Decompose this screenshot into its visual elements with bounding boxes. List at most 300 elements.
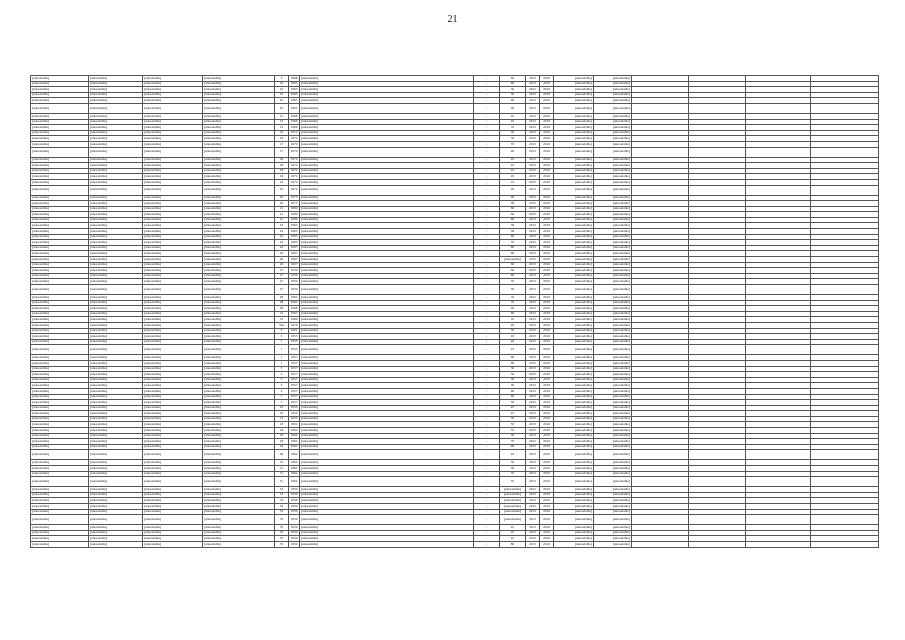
- table-cell: [unreadable]: [300, 185, 474, 195]
- table-cell: [unreadable]: [594, 422, 632, 428]
- table-cell: [unreadable]: [300, 471, 474, 477]
- table-cell: [unreadable]: [300, 444, 474, 450]
- table-cell: -: [474, 450, 500, 460]
- table-cell: [unreadable]: [31, 509, 89, 515]
- table-cell: [unreadable]: [143, 334, 203, 340]
- table-cell: 2015: [526, 92, 540, 98]
- table-cell: [unreadable]: [31, 206, 89, 212]
- table-cell: [unreadable]: [31, 416, 89, 422]
- table-cell: 1957: [289, 383, 300, 389]
- table-cell: [unreadable]: [31, 81, 89, 87]
- table-cell: [unreadable]: [300, 405, 474, 411]
- table-cell: 60: [500, 98, 526, 104]
- table-cell: [unreadable]: [300, 450, 474, 460]
- table-row: [31, 285, 879, 295]
- table-cell: [unreadable]: [554, 377, 594, 383]
- table-cell: [unreadable]: [300, 285, 474, 295]
- table-cell: 60: [500, 268, 526, 274]
- table-cell: 13: [275, 416, 289, 422]
- table-cell: [unreadable]: [300, 422, 474, 428]
- table-cell: [unreadable]: [300, 355, 474, 361]
- table-cell: [unreadable]: [554, 113, 594, 119]
- table-cell: 2015: [526, 257, 540, 263]
- table-cell: [unreadable]: [31, 492, 89, 498]
- table-cell: 1959: [289, 525, 300, 531]
- table-cell: [unreadable]: [203, 355, 275, 361]
- table-cell: [unreadable]: [300, 163, 474, 169]
- table-cell: 53: [275, 515, 289, 525]
- table-cell: [unreadable]: [143, 509, 203, 515]
- table-cell: 2016: [540, 285, 554, 295]
- table-cell: [689, 147, 746, 157]
- table-cell: [689, 477, 746, 487]
- table-cell: [unreadable]: [500, 487, 526, 493]
- table-cell: [unreadable]: [554, 125, 594, 131]
- table-cell: 2015: [526, 433, 540, 439]
- table-cell: [unreadable]: [143, 141, 203, 147]
- table-cell: [unreadable]: [89, 444, 143, 450]
- table-cell: [unreadable]: [89, 536, 143, 542]
- table-cell: 2016: [540, 416, 554, 422]
- table-cell: 1961: [289, 328, 300, 334]
- table-cell: [unreadable]: [554, 388, 594, 394]
- table-cell: [unreadable]: [31, 450, 89, 460]
- table-cell: [unreadable]: [554, 295, 594, 301]
- table-cell: 70: [500, 300, 526, 306]
- table-cell: [unreadable]: [31, 163, 89, 169]
- table-cell: [unreadable]: [594, 234, 632, 240]
- registry-table: [30, 75, 879, 548]
- table-cell: 2016: [540, 322, 554, 328]
- table-cell: -: [474, 285, 500, 295]
- table-cell: [unreadable]: [554, 76, 594, 82]
- table-cell: [unreadable]: [554, 334, 594, 340]
- table-cell: [unreadable]: [31, 130, 89, 136]
- table-cell: 2015: [526, 273, 540, 279]
- table-cell: -: [474, 498, 500, 504]
- table-cell: [unreadable]: [594, 168, 632, 174]
- table-cell: [unreadable]: [554, 405, 594, 411]
- table-cell: [unreadable]: [554, 147, 594, 157]
- table-cell: 3: [275, 366, 289, 372]
- table-cell: [unreadable]: [89, 334, 143, 340]
- table-cell: -: [474, 136, 500, 142]
- table-cell: [unreadable]: [203, 334, 275, 340]
- table-cell: 1965: [289, 92, 300, 98]
- table-cell: -: [474, 195, 500, 201]
- table-cell: [unreadable]: [300, 240, 474, 246]
- table-cell: 24: [500, 450, 526, 460]
- table-cell: [unreadable]: [594, 223, 632, 229]
- table-cell: -: [474, 229, 500, 235]
- table-cell: 2015: [526, 366, 540, 372]
- table-cell: [unreadable]: [594, 487, 632, 493]
- table-cell: 1957: [289, 366, 300, 372]
- table-cell: [unreadable]: [554, 306, 594, 312]
- table-cell: [unreadable]: [554, 81, 594, 87]
- table-cell: 1962: [289, 444, 300, 450]
- table-cell: 1970: [289, 147, 300, 157]
- table-cell: [unreadable]: [31, 179, 89, 185]
- table-cell: 55: [275, 530, 289, 536]
- table-cell: 2016: [540, 530, 554, 536]
- table-cell: [unreadable]: [594, 76, 632, 82]
- table-cell: 1962: [289, 450, 300, 460]
- table-cell: 53: [275, 492, 289, 498]
- table-cell: [unreadable]: [203, 383, 275, 389]
- table-cell: [unreadable]: [143, 450, 203, 460]
- table-cell: [unreadable]: [594, 285, 632, 295]
- table-cell: 70: [500, 439, 526, 445]
- table-cell: 2016: [540, 141, 554, 147]
- table-cell: [unreadable]: [300, 394, 474, 400]
- table-cell: -: [474, 141, 500, 147]
- table-cell: 1969: [289, 206, 300, 212]
- table-cell: 2015: [526, 185, 540, 195]
- table-cell: [unreadable]: [31, 147, 89, 157]
- table-cell: [unreadable]: [300, 119, 474, 125]
- table-cell: [unreadable]: [89, 157, 143, 163]
- table-cell: [unreadable]: [300, 317, 474, 323]
- table-cell: -: [474, 411, 500, 417]
- table-cell: [unreadable]: [203, 295, 275, 301]
- table-cell: 20: [500, 185, 526, 195]
- table-cell: 1954: [289, 405, 300, 411]
- table-cell: 2016: [540, 525, 554, 531]
- table-cell: [unreadable]: [203, 103, 275, 113]
- table-cell: -: [474, 279, 500, 285]
- table-cell: -: [474, 179, 500, 185]
- table-cell: [unreadable]: [594, 113, 632, 119]
- table-cell: [unreadable]: [89, 471, 143, 477]
- table-cell: [unreadable]: [594, 477, 632, 487]
- table-cell: 1957: [289, 377, 300, 383]
- table-cell: -: [474, 306, 500, 312]
- table-cell: [unreadable]: [594, 206, 632, 212]
- table-cell: 5: [275, 388, 289, 394]
- table-cell: [unreadable]: [143, 377, 203, 383]
- table-cell: 2016: [540, 240, 554, 246]
- table-cell: -: [474, 157, 500, 163]
- table-cell: [unreadable]: [300, 428, 474, 434]
- table-cell: [unreadable]: [143, 487, 203, 493]
- table-cell: [unreadable]: [203, 206, 275, 212]
- table-cell: -: [474, 334, 500, 340]
- table-cell: 55: [275, 536, 289, 542]
- table-cell: [unreadable]: [143, 411, 203, 417]
- table-cell: 1966: [289, 119, 300, 125]
- table-cell: [unreadable]: [203, 300, 275, 306]
- table-cell: [746, 477, 811, 487]
- table-cell: 2015: [526, 217, 540, 223]
- table-cell: [unreadable]: [554, 98, 594, 104]
- table-cell: [unreadable]: [554, 262, 594, 268]
- table-cell: [unreadable]: [203, 229, 275, 235]
- table-cell: [unreadable]: [31, 268, 89, 274]
- table-cell: 2015: [526, 317, 540, 323]
- table-cell: 30: [500, 383, 526, 389]
- table-cell: 60: [500, 76, 526, 82]
- table-cell: 2015: [526, 300, 540, 306]
- table-cell: [unreadable]: [594, 92, 632, 98]
- table-cell: [unreadable]: [554, 119, 594, 125]
- table-cell: 70: [500, 125, 526, 131]
- table-cell: [unreadable]: [554, 311, 594, 317]
- table-cell: [unreadable]: [143, 360, 203, 366]
- table-cell: -: [474, 492, 500, 498]
- table-cell: 1972: [289, 136, 300, 142]
- table-cell: [unreadable]: [143, 366, 203, 372]
- table-cell: [unreadable]: [554, 229, 594, 235]
- table-row: [31, 147, 879, 157]
- table-cell: [unreadable]: [203, 262, 275, 268]
- table-cell: 2015: [526, 334, 540, 340]
- table-cell: 1965: [289, 223, 300, 229]
- table-cell: 1959: [289, 268, 300, 274]
- table-cell: 2015: [526, 168, 540, 174]
- table-cell: [unreadable]: [594, 157, 632, 163]
- table-cell: 2016: [540, 185, 554, 195]
- table-cell: [unreadable]: [31, 245, 89, 251]
- table-cell: [unreadable]: [143, 355, 203, 361]
- table-cell: [unreadable]: [31, 372, 89, 378]
- table-cell: [unreadable]: [594, 509, 632, 515]
- table-cell: [unreadable]: [31, 251, 89, 257]
- table-cell: [unreadable]: [143, 525, 203, 531]
- table-cell: 1975: [289, 195, 300, 201]
- table-cell: [unreadable]: [554, 179, 594, 185]
- table-row: [31, 185, 879, 195]
- table-cell: [unreadable]: [500, 515, 526, 525]
- table-cell: [unreadable]: [500, 504, 526, 510]
- table-cell: 45: [500, 179, 526, 185]
- table-cell: [unreadable]: [203, 212, 275, 218]
- table-cell: 2016: [540, 360, 554, 366]
- table-cell: [unreadable]: [143, 257, 203, 263]
- table-cell: [unreadable]: [31, 295, 89, 301]
- table-cell: [unreadable]: [594, 212, 632, 218]
- table-cell: [unreadable]: [554, 394, 594, 400]
- table-cell: 2015: [526, 515, 540, 525]
- table-cell: [unreadable]: [31, 339, 89, 345]
- table-cell: 2015: [526, 471, 540, 477]
- table-cell: [unreadable]: [31, 405, 89, 411]
- table-cell: 10: [275, 98, 289, 104]
- table-cell: 1955: [289, 334, 300, 340]
- table-cell: [unreadable]: [203, 498, 275, 504]
- table-cell: -: [474, 372, 500, 378]
- table-cell: [unreadable]: [203, 444, 275, 450]
- table-cell: [unreadable]: [203, 339, 275, 345]
- table-cell: [unreadable]: [203, 405, 275, 411]
- table-cell: [unreadable]: [143, 405, 203, 411]
- table-cell: [unreadable]: [143, 157, 203, 163]
- table-cell: [unreadable]: [594, 201, 632, 207]
- table-cell: [unreadable]: [594, 541, 632, 547]
- table-cell: 1969: [289, 217, 300, 223]
- table-cell: [unreadable]: [594, 87, 632, 93]
- table-cell: [unreadable]: [594, 273, 632, 279]
- table-cell: [unreadable]: [143, 388, 203, 394]
- table-cell: 1967: [289, 245, 300, 251]
- table-cell: 2016: [540, 541, 554, 547]
- table-cell: [unreadable]: [300, 201, 474, 207]
- table-cell: [unreadable]: [203, 201, 275, 207]
- table-cell: 1962: [289, 295, 300, 301]
- table-cell: [unreadable]: [143, 185, 203, 195]
- table-cell: 2015: [526, 339, 540, 345]
- table-cell: 18: [275, 168, 289, 174]
- table-cell: 2016: [540, 206, 554, 212]
- table-cell: [689, 185, 746, 195]
- table-cell: [unreadable]: [300, 345, 474, 355]
- table-cell: [unreadable]: [89, 295, 143, 301]
- table-cell: 80: [500, 541, 526, 547]
- table-cell: [unreadable]: [594, 81, 632, 87]
- table-cell: [unreadable]: [554, 509, 594, 515]
- table-cell: [unreadable]: [31, 223, 89, 229]
- table-cell: -: [474, 201, 500, 207]
- table-cell: [unreadable]: [31, 195, 89, 201]
- table-cell: 20: [500, 322, 526, 328]
- table-cell: [unreadable]: [594, 257, 632, 263]
- table-cell: [unreadable]: [89, 388, 143, 394]
- table-cell: [unreadable]: [554, 428, 594, 434]
- table-cell: -: [474, 477, 500, 487]
- table-cell: [unreadable]: [31, 536, 89, 542]
- table-cell: [unreadable]: [143, 306, 203, 312]
- table-cell: [unreadable]: [594, 251, 632, 257]
- table-cell: 2016: [540, 345, 554, 355]
- table-cell: [unreadable]: [143, 530, 203, 536]
- table-cell: 1959: [289, 504, 300, 510]
- table-cell: -: [474, 383, 500, 389]
- table-cell: -: [474, 300, 500, 306]
- table-cell: 19: [275, 185, 289, 195]
- table-cell: [unreadable]: [300, 174, 474, 180]
- table-cell: [unreadable]: [203, 306, 275, 312]
- table-cell: [811, 515, 879, 525]
- table-cell: [unreadable]: [143, 322, 203, 328]
- table-cell: 2016: [540, 471, 554, 477]
- table-cell: [632, 450, 689, 460]
- table-cell: [unreadable]: [89, 498, 143, 504]
- table-cell: 21: [275, 212, 289, 218]
- table-cell: 51: [275, 477, 289, 487]
- table-cell: [unreadable]: [143, 212, 203, 218]
- table-cell: 90: [500, 444, 526, 450]
- table-cell: 1957: [289, 360, 300, 366]
- table-cell: 49: [275, 450, 289, 460]
- table-cell: [unreadable]: [300, 525, 474, 531]
- table-cell: 2016: [540, 355, 554, 361]
- table-cell: 2015: [526, 372, 540, 378]
- table-cell: [unreadable]: [143, 103, 203, 113]
- table-cell: [unreadable]: [89, 377, 143, 383]
- table-row: [31, 450, 879, 460]
- table-cell: [unreadable]: [143, 422, 203, 428]
- table-cell: [unreadable]: [203, 471, 275, 477]
- table-cell: [unreadable]: [300, 136, 474, 142]
- registry-table-wrap: [30, 75, 878, 548]
- table-cell: [689, 345, 746, 355]
- table-cell: [unreadable]: [203, 366, 275, 372]
- table-cell: [unreadable]: [31, 433, 89, 439]
- table-cell: [unreadable]: [300, 92, 474, 98]
- table-cell: 1959: [289, 541, 300, 547]
- table-cell: -: [474, 405, 500, 411]
- table-cell: [unreadable]: [143, 147, 203, 157]
- table-cell: [unreadable]: [143, 234, 203, 240]
- table-cell: [unreadable]: [143, 394, 203, 400]
- table-cell: [unreadable]: [89, 525, 143, 531]
- table-cell: -: [474, 388, 500, 394]
- table-cell: [unreadable]: [203, 147, 275, 157]
- table-cell: 2015: [526, 444, 540, 450]
- table-cell: [unreadable]: [203, 360, 275, 366]
- table-cell: 33: [275, 317, 289, 323]
- table-cell: [unreadable]: [89, 487, 143, 493]
- table-cell: [unreadable]: [594, 179, 632, 185]
- table-cell: 2016: [540, 487, 554, 493]
- table-cell: [unreadable]: [143, 262, 203, 268]
- table-cell: [unreadable]: [594, 339, 632, 345]
- table-cell: 12: [275, 113, 289, 119]
- table-cell: [unreadable]: [89, 76, 143, 82]
- table-cell: 1959: [289, 273, 300, 279]
- table-cell: 2015: [526, 240, 540, 246]
- table-cell: 30: [500, 328, 526, 334]
- table-cell: 1972: [289, 163, 300, 169]
- table-cell: [unreadable]: [300, 257, 474, 263]
- table-cell: 2015: [526, 136, 540, 142]
- table-cell: 18: [275, 157, 289, 163]
- table-cell: [unreadable]: [300, 273, 474, 279]
- table-cell: [689, 285, 746, 295]
- table-cell: [unreadable]: [31, 168, 89, 174]
- table-cell: [unreadable]: [89, 185, 143, 195]
- table-cell: [unreadable]: [203, 525, 275, 531]
- table-cell: [unreadable]: [143, 136, 203, 142]
- table-cell: [unreadable]: [31, 87, 89, 93]
- table-cell: 2016: [540, 92, 554, 98]
- table-cell: [unreadable]: [203, 422, 275, 428]
- table-cell: [unreadable]: [594, 405, 632, 411]
- table-cell: [unreadable]: [594, 317, 632, 323]
- table-cell: [unreadable]: [300, 206, 474, 212]
- table-cell: [unreadable]: [203, 466, 275, 472]
- table-cell: [unreadable]: [203, 439, 275, 445]
- table-cell: 2015: [526, 98, 540, 104]
- table-cell: 10: [275, 405, 289, 411]
- table-cell: 2015: [526, 388, 540, 394]
- table-cell: 3: [275, 328, 289, 334]
- table-cell: [unreadable]: [203, 394, 275, 400]
- table-cell: [unreadable]: [143, 428, 203, 434]
- table-cell: [unreadable]: [594, 217, 632, 223]
- table-cell: [unreadable]: [554, 439, 594, 445]
- table-cell: [unreadable]: [143, 536, 203, 542]
- table-cell: [unreadable]: [203, 268, 275, 274]
- table-cell: 27: [275, 279, 289, 285]
- table-cell: [unreadable]: [300, 81, 474, 87]
- table-cell: [unreadable]: [203, 81, 275, 87]
- table-cell: [unreadable]: [300, 103, 474, 113]
- table-cell: [unreadable]: [554, 400, 594, 406]
- table-cell: [unreadable]: [143, 125, 203, 131]
- table-cell: [unreadable]: [300, 311, 474, 317]
- table-cell: [unreadable]: [554, 245, 594, 251]
